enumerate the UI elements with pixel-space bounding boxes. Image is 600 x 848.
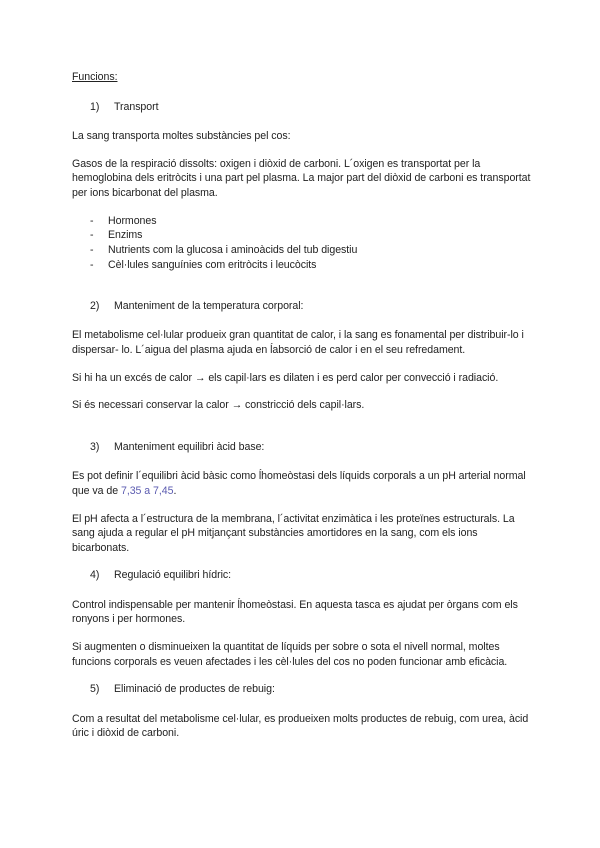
dash-bullet: - [90,229,94,242]
paragraph-ph-range [72,469,534,498]
paragraph: Si hi ha un excés de calor → els capil·lars es dilaten i es perd calor per convecció i radiació. [72,371,499,384]
paragraph: El pH afecta a l´estructura de la membrana, l´activitat enzimàtica i les proteïnes estructurals. La sang ajuda a regular el pH mitjançant substàncies amortidores en la sang, com els ions bicarbonats. [72,512,515,554]
page-title: Funcions: [72,71,118,83]
paragraph: Com a resultat del metabolisme cel·lular, es produeixen molts productes de rebuig, com urea, àcid úric i diòxid de carboni. [72,712,529,740]
paragraph-text: Es pot definir l´equilibri àcid bàsic como ĺhomeòstasi dels líquids corporals a un pH arterial normal que va de [72,470,526,497]
section-title: Manteniment de la temperatura corporal: [114,299,304,312]
list-item [72,243,534,258]
list-item-text: Cèl·lules sanguínies com eritròcits i leucòcits [108,258,317,271]
section-title: Eliminació de productes de rebuig: [114,683,275,696]
paragraph-text: . [173,484,177,497]
section-title: Transport [114,100,159,113]
section-number: 2) [90,299,100,312]
paragraph: El metabolisme cel·lular produeix gran quantitat de calor, i la sang es fonamental per distribuir-lo i dispersar- lo. L´aigua del plasma ajuda en ĺabsorció de calor i en el seu refredament. [72,329,524,356]
paragraph: La sang transporta moltes substàncies pel cos: [72,130,291,143]
section-number: 5) [90,683,100,696]
list-item-text: Nutrients com la glucosa i aminoàcids del tub digestiu [108,244,358,257]
document-page [72,70,534,754]
ph-range-highlight: 7,35 a 7,45 [120,484,174,497]
section-number: 3) [90,440,100,453]
section-number: 1) [90,100,100,113]
section-number: 4) [90,569,100,582]
section-heading-water-balance [90,568,534,583]
section-title: Regulació equilibri hídric: [114,569,232,582]
section-title: Manteniment equilibri àcid base: [114,440,265,453]
list-item-text: Hormones [108,214,157,227]
paragraph: Si és necessari conservar la calor → constricció dels capil·lars. [72,399,365,412]
list-item-text: Enzims [108,229,143,242]
list-item [72,214,534,229]
paragraph: Gasos de la respiració dissolts: oxigen i diòxid de carboni. L´oxigen es transportat per la hemoglobina dels eritròcits i una part pel plasma. La major part del diòxid de carboni es transportat per ions bicarbonat del plasma. [72,157,531,199]
paragraph: Control indispensable per mantenir ĺhomeòstasi. En aquesta tasca es ajudat per òrgans com els ronyons i per hormones. [72,598,518,626]
dash-bullet: - [90,244,94,257]
section-heading-waste-removal [90,682,534,697]
paragraph: Si augmenten o disminueixen la quantitat de líquids per sobre o sota el nivell normal, moltes funcions corporals es veuen afectades i les cèl·lules del cos no poden funcionar amb eficàcia. [72,641,508,668]
list-item [72,258,534,273]
section-heading-transport [90,100,534,115]
dash-bullet: - [90,214,94,227]
transport-list [72,214,534,273]
section-heading-acid-base [90,440,534,455]
section-heading-temperature [90,299,534,314]
list-item [72,228,534,243]
dash-bullet: - [90,258,94,271]
